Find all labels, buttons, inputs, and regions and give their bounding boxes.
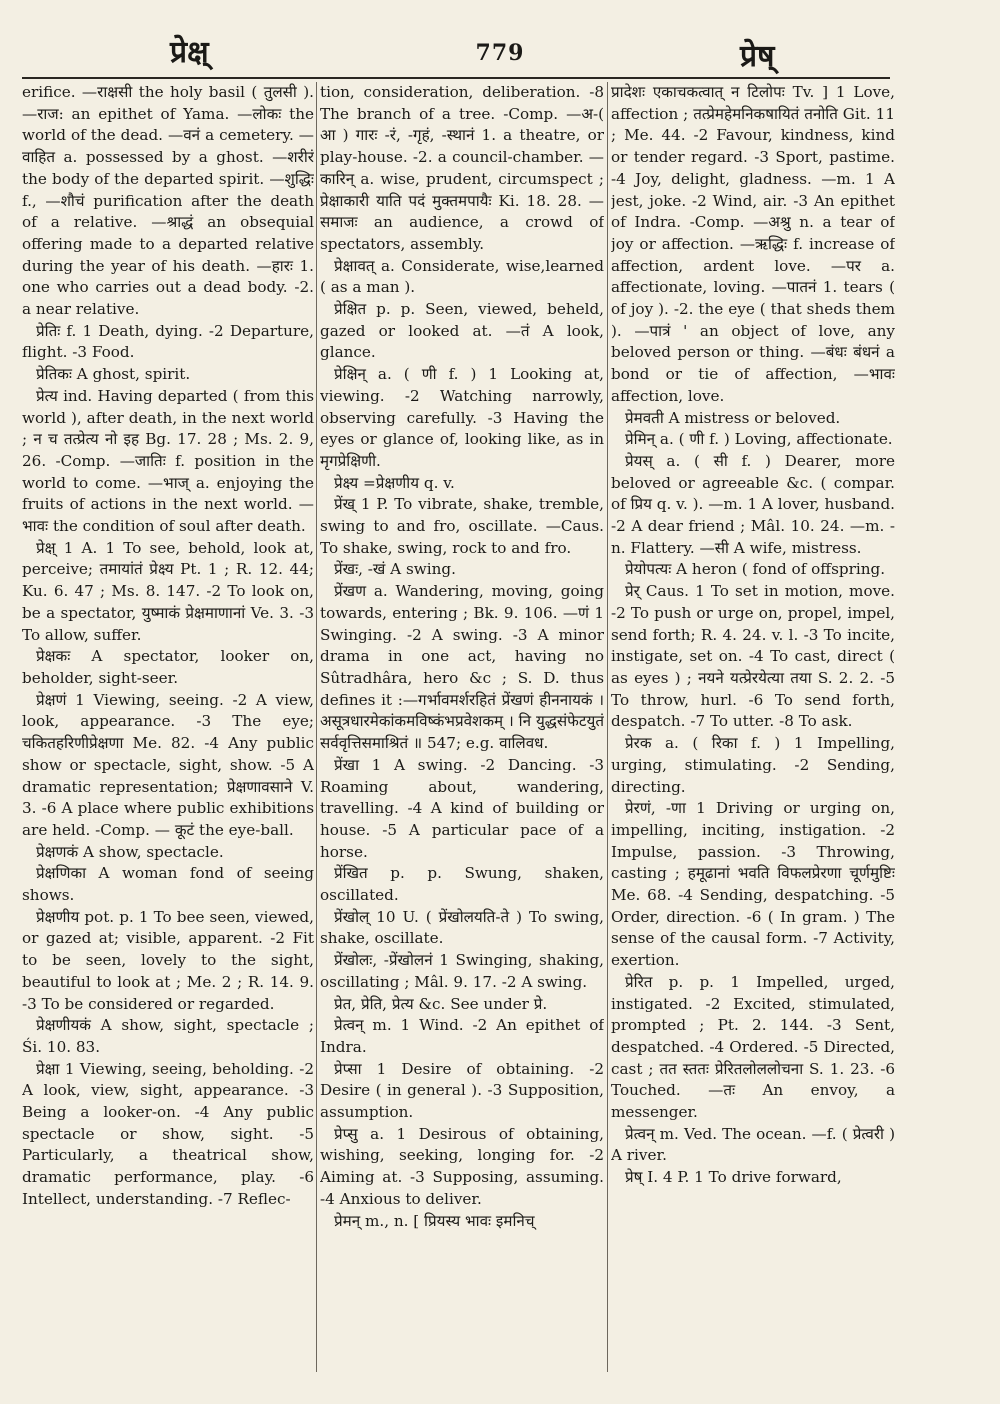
entry: प्रेतिकः A ghost, spirit. <box>36 365 191 384</box>
entry: प्रेक्षिन् a. ( णी f. ) 1 Looking at, viewing. -2 Watching narrowly, observing carefully. -3 Having the eyes or glance of, looking like, as in मृगप्रेक्षिणी. <box>320 365 604 470</box>
entry: प्रेंखा 1 A swing. -2 Dancing. -3 Roaming about, wandering, travelling. -4 A kind of building or house. -5 A particular pace of a horse. <box>320 755 604 861</box>
entry-continuation: tion, consideration, deliberation. -8 The branch of a tree. -Comp. —अ-( आ ) गारः -रं, -गृहं, -स्थानं 1. a theatre, or play-house. -2. a council-chamber. —कारिन् a. wise, prudent, circumspect ; प्रेक्षाकारी याति पदं मुक्तमपायैः Ki. 18. 28. —समाजः an audience, a crowd of spectators, assembly. <box>320 83 604 253</box>
entry: प्रेंखोल् 10 U. ( प्रेंखोलयति-ते ) To swing, shake, oscillate. <box>320 907 604 948</box>
entry: प्रेतिः f. 1 Death, dying. -2 Departure, flight. -3 Food. <box>22 321 314 362</box>
entry: प्रेत्य ind. Having departed ( from this world ), after death, in the next world ; न च तत्प्रेत्य नो इह Bg. 17. 28 ; Ms. 2. 9, 26. -Comp. —जातिः f. position in the world to come. —भाज् a. enjoying the fruits of actions in the next world. —भावः the condition of soul after death. <box>22 386 314 536</box>
column-divider <box>316 82 317 1372</box>
entry: प्रेक्ष्य =प्रेक्षणीय q. v. <box>334 473 455 492</box>
entry: प्रेरणं, -णा 1 Driving or urging on, impelling, inciting, instigation. -2 Impulse, passion. -3 Throwing, casting ; हमूढानां भवति विफलप्रेरणा चूर्णमुष्टिः Me. 68. -4 Sending, despatching. -5 Order, direction. -6 ( In gram. ) The sense of the causal form. -7 Activity, exertion. <box>611 799 895 970</box>
entry: प्रेरक a. ( रिका f. ) 1 Impelling, urging, stimulating. -2 Sending, directing. <box>611 734 895 796</box>
entry: प्रेमन् m., n. [ प्रियस्य भावः इमनिच् <box>334 1211 535 1230</box>
entry: प्रेरित p. p. 1 Impelled, urged, instigated. -2 Excited, stimulated, prompted ; Pt. 2. 144. -3 Sent, despatched. -4 Ordered. -5 Directed, cast ; तत स्ततः प्रेरितलोललोचना S. 1. 23. -6 Touched. —तः An envoy, a messenger. <box>611 972 895 1122</box>
entry: प्रेक्षित p. p. Seen, viewed, beheld, gazed or looked at. —तं A look, glance. <box>320 300 604 362</box>
header-rule <box>22 77 890 79</box>
entry: प्रेक्षावत् a. Considerate, wise,learned ( as a man ). <box>320 256 604 297</box>
entry: प्रेयस् a. ( सी f. ) Dearer, more beloved or agreeable &c. ( compar. of प्रिय q. v. ). —m. 1 A lover, husband. -2 A dear friend ; Mâl. 10. 24. —m. -n. Flattery. —सी A wife, mistress. <box>611 451 895 557</box>
entry: प्रेक्षणकं A show, spectacle. <box>36 842 224 861</box>
entry: प्रेंखित p. p. Swung, shaken, oscillated. <box>320 864 604 905</box>
entry: प्रेत्वन् m. Ved. The ocean. —f. ( प्रेत्वरी ) A river. <box>611 1124 895 1165</box>
entry: प्रेक्षणिका A woman fond of seeing shows. <box>22 864 314 905</box>
page-number: 779 <box>475 40 525 66</box>
entry: प्रेष् I. 4 P. 1 To drive forward, <box>625 1168 842 1187</box>
entry-continuation: प्रादेशः एकाचकत्वात् न टिलोपः Tv. ] 1 Love, affection ; तत्प्रेमहेमनिकषायितं तनोति Git. 11 ; Me. 44. -2 Favour, kindness, kind or tender regard. -3 Sport, pastime. -4 Joy, delight, gladness. —m. 1 A jest, joke. -2 Wind, air. -3 An epithet of Indra. -Comp. —अश्रु n. a tear of joy or affection. —ऋद्धिः f. increase of affection, ardent love. —पर a. affectionate, loving. —पातनं 1. tears ( of joy ). -2. the eye ( that sheds them ). —पात्रं ' an object of love, any beloved person or thing. —बंधः बंधनं a bond or tie of affection, —भावः affection, love. <box>611 83 895 405</box>
column-middle <box>320 82 604 1377</box>
entry: प्रेत्वन् m. 1 Wind. -2 An epithet of Indra. <box>320 1016 604 1056</box>
entry: प्रेक्षणीय pot. p. 1 To bee seen, viewed, or gazed at; visible, apparent. -2 Fit to be seen, lovely to the sight, beautiful to look at ; Me. 2 ; R. 14. 9. -3 To be considered or regarded. <box>22 907 314 1013</box>
entry: प्रेर् Caus. 1 To set in motion, move. -2 To push or urge on, propel, impel, send forth; R. 4. 24. v. l. -3 To incite, instigate, set on. -4 To cast, direct ( as eyes ) ; नयने यत्प्रेरयेत्या तया S. 2. 2. -5 To throw, hurl. -6 To send forth, despatch. -7 To utter. -8 To ask. <box>611 582 895 731</box>
entry: प्रेक्षणीयकं A show, sight, spectacle ; Śi. 10. 83. <box>22 1016 314 1056</box>
entry-continuation: erifice. —राक्षसी the holy basil ( तुलसी ). —राज: an epithet of Yama. —लोकः the world of the dead. —वनं a cemetery. —वाहित a. possessed by a ghost. —शरीरं the body of the departed spirit. —शुद्धिः f., —शौचं purification after the death of a relative. —श्राद्धं an obsequial offering made to a departed relative during the year of his death. —हारः 1. one who carries out a dead body. -2. a near relative. <box>22 83 314 319</box>
entry: प्रेयोपत्यः A heron ( fond of offspring. <box>625 560 886 579</box>
entry: प्रेंखः, -खं A swing. <box>334 560 456 579</box>
entry: प्रेप्सा 1 Desire of obtaining. -2 Desire ( in general ). -3 Supposition, assumption. <box>320 1059 604 1122</box>
entry: प्रेत, प्रेति, प्रेत्य &c. See under प्रे. <box>334 994 548 1013</box>
entry: प्रेक्ष् 1 A. 1 To see, behold, look at, perceive; तमायांतं प्रेक्ष्य Pt. 1 ; R. 12. 44; Ku. 6. 47 ; Ms. 8. 147. -2 To look on, be a spectator, युष्माकं प्रेक्षमाणानां Ve. 3. -3 To allow, suffer. <box>22 538 314 644</box>
column-divider <box>607 82 608 1372</box>
entry: प्रेप्सु a. 1 Desirous of obtaining, wishing, seeking, longing for. -2 Aiming at. -3 Supposing, assuming. -4 Anxious to deliver. <box>320 1124 604 1208</box>
entry: प्रेक्षणं 1 Viewing, seeing. -2 A view, look, appearance. -3 The eye; चकितहरिणीप्रेक्षणा Me. 82. -4 Any public show or spectacle, sight, show. -5 A dramatic representation; प्रेक्षणावसाने V. 3. -6 A place where public exhibitions are held. -Comp. — कूटं the eye-ball. <box>22 690 314 839</box>
entry: प्रेमवती A mistress or beloved. <box>625 408 841 427</box>
left-running-headword: प्रेक्ष् <box>170 35 209 70</box>
entry: प्रेक्षकः A spectator, looker on, beholder, sight-seer. <box>22 647 314 687</box>
column-right <box>611 82 895 1377</box>
right-running-headword: प्रेष् <box>740 39 775 74</box>
entry: प्रेंख् 1 P. To vibrate, shake, tremble, swing to and fro, oscillate. —Caus. To shake, swing, rock to and fro. <box>320 495 604 557</box>
page-header <box>0 26 1000 76</box>
entry: प्रेंखण a. Wandering, moving, going towards, entering ; Bk. 9. 106. —णं 1 Swinging. -2 A swing. -3 A minor drama in one act, having no Sûtradhâra, hero &c ; S. D. thus defines it :—गर्भावमर्शरहितं प्रेंखणं हीननायकं । असूत्रधारमेकांकमविष्कंभप्रवेशकम् । नि युद्धसंफेटयुतं सर्ववृत्तिसमाश्रितं ॥ 547; e.g. वालिवध. <box>320 582 604 753</box>
column-left <box>22 82 314 1377</box>
entry: प्रेक्षा 1 Viewing, seeing, beholding. -2 A look, view, sight, appearance. -3 Being a looker-on. -4 Any public spectacle or show, sight. -5 Particularly, a theatrical show, dramatic performance, play. -6 Intellect, understanding. -7 Reflec- <box>22 1059 314 1208</box>
entry: प्रेमिन् a. ( णी f. ) Loving, affectionate. <box>625 430 893 449</box>
entry: प्रेंखोलः, -प्रेंखोलनं 1 Swinging, shaking, oscillating ; Mâl. 9. 17. -2 A swing. <box>320 951 604 991</box>
